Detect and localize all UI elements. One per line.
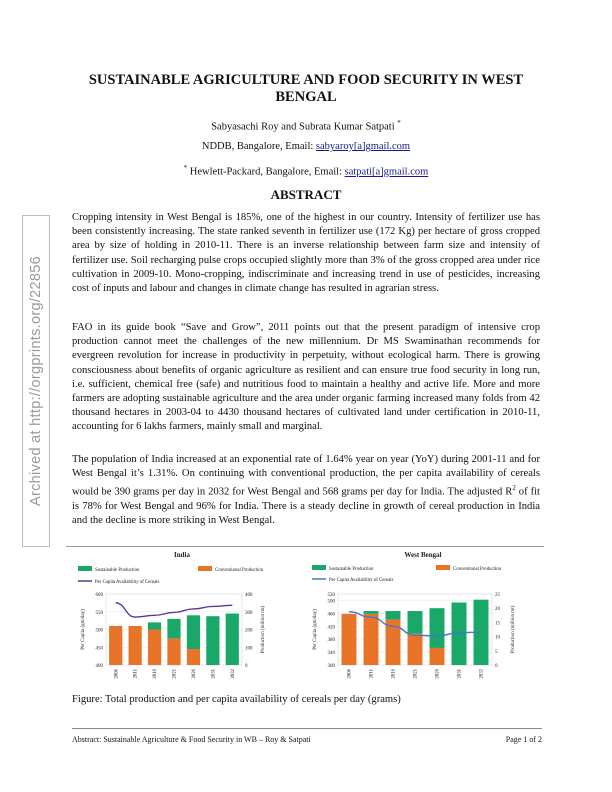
y-axis-label: Per Capita (gm/day) [81, 609, 86, 650]
affiliation-2-text: Hewlett-Packard, Bangalore, Email: [189, 166, 345, 178]
bar-sustainable [226, 614, 239, 665]
x-tick-label: 2021 [413, 669, 419, 679]
y2-tick-label: 400 [245, 593, 253, 598]
abstract-heading: ABSTRACT [270, 187, 342, 202]
y2-tick-label: 5 [495, 649, 498, 655]
page-number: Page 1 of 2 [505, 735, 542, 744]
authors-line [70, 119, 542, 133]
chart-title: West Bengal [404, 551, 442, 559]
y-tick-label: 600 [95, 593, 103, 598]
y2-tick-label: 20 [495, 607, 500, 613]
y2-axis-label: Production (million mt) [261, 605, 266, 654]
x-tick-label: 2011 [369, 669, 375, 679]
paragraph-3-part-b: of fit is 78% for West Bengal and 96% for India. There is a steady decline in growth of cereal production in India and the decline is more striking in West Bengal. [72, 486, 540, 527]
x-tick-label: 2031 [211, 669, 217, 679]
legend-label: Per Capita Availability of Cereals [95, 580, 160, 585]
abstract-paragraph-3 [72, 453, 540, 529]
r-squared-superscript: 2 [512, 484, 516, 493]
y-tick-label: 450 [95, 646, 103, 652]
y-tick-label: 420 [327, 625, 335, 631]
email-link-1[interactable]: sabyaroy[a]gmail.com [315, 141, 411, 152]
x-tick-label: 2026 [435, 669, 441, 679]
x-tick-label: 2032 [230, 669, 236, 679]
x-tick-label: 2006 [114, 669, 120, 679]
footer-divider [72, 728, 542, 729]
y2-tick-label: 0 [245, 664, 248, 669]
bar-sustainable [386, 611, 401, 620]
legend-label: Conventional Production [453, 567, 502, 572]
y-tick-label: 460 [327, 612, 335, 618]
y2-tick-label: 0 [495, 664, 498, 669]
y2-tick-label: 15 [495, 621, 500, 627]
y-tick-label: 400 [95, 664, 103, 669]
y-tick-label: 380 [327, 638, 335, 644]
author-mark: * [397, 119, 401, 127]
bar-sustainable [167, 619, 180, 639]
india-chart [70, 547, 294, 689]
affiliation-2-mark: * [183, 164, 188, 172]
y-axis-label: Per Capita (gm/day) [313, 609, 318, 650]
bar-conventional [187, 649, 200, 665]
email-link-2[interactable]: satpati[a]gmail.com [344, 166, 429, 178]
x-tick-label: 2006 [347, 669, 353, 679]
x-tick-label: 2032 [479, 669, 485, 679]
bar-conventional [167, 638, 180, 665]
bar-sustainable [206, 616, 219, 665]
legend-label: Per Capita Availability of Cereals [329, 578, 394, 583]
x-tick-label: 2016 [153, 669, 159, 679]
bar-sustainable [148, 622, 161, 629]
x-tick-label: 2021 [172, 669, 178, 679]
y2-tick-label: 25 [495, 593, 500, 598]
affiliation-1-text: NDDB, Bangalore, Email: [201, 141, 316, 152]
legend-swatch-conventional [436, 565, 450, 570]
legend-label: Sustainable Production [329, 567, 374, 572]
y-tick-label: 550 [95, 610, 103, 616]
bar-sustainable [408, 611, 423, 634]
bar-conventional [364, 614, 379, 665]
y2-tick-label: 100 [245, 646, 253, 652]
abstract-paragraph-2: FAO in its guide book “Save and Grow”, 2011 points out that the present paradigm of intensive crop production cannot meet the challenges of the new millennium. Dr MS Swaminathan recommends for evergreen revolution for increase in productivity in perpetuity, without ecological harm. There is growing consciousness about benefits of organic agriculture as resilient and can ensure true food security in long run, i.e. sufficient, chemical free (safe) and nutritious food to maintain a healthy and active life. More and more farmers are adopting sustainable agriculture and the area under organic farming increased many folds from 42 thousand hectares in 2003-04 to 4430 thousand hectares of cultivated land under certification in 2010-11, accounting for 6 lakhs farmers, mainly small and marginal. [72, 322, 540, 433]
y-tick-label: 520 [327, 593, 335, 598]
bar-conventional [408, 634, 423, 665]
x-tick-label: 2016 [391, 669, 397, 679]
abstract-paragraph-1: Cropping intensity in West Bengal is 185%, one of the highest in our country. Intensity of fertilizer use has been consistently increasing. The state ranked seventh in fertilizer use (172 Kg) per hectare of gross cropped area by size of holding in 2010-11. There is an inverse relationship between farm size and intensity of fertilizer use. Soil recharging pulse crops occupied slightly more than 3% of the gross cropped area under rice cultivation in 2009-10. Mono-cropping, indiscriminate and increasing trend in use of pesticides, increasing cost of inputs and labour and changes in climate change has resulted in agrarian stress. [72, 212, 540, 295]
authors: Sabyasachi Roy and Subrata Kumar Satpati [211, 121, 395, 133]
chart-title: India [174, 551, 190, 559]
legend-swatch-sustainable [78, 566, 92, 571]
x-tick-label: 2026 [192, 669, 198, 679]
x-tick-label: 2011 [133, 669, 139, 679]
y2-axis-label: Production (million mt) [511, 605, 516, 654]
bar-sustainable [430, 608, 445, 648]
y-tick-label: 500 [327, 599, 335, 605]
y2-tick-label: 10 [495, 635, 500, 641]
legend-label: Conventional Production [215, 568, 264, 573]
figure [66, 546, 544, 691]
paragraph-3-part-a: The population of India increased at an exponential rate of 1.64% year on year (YoY) during 2001-11 and for West Bengal it’s 1.31%. On continuing with conventional production, the per capita availability of cereals would be 390 grams per day in 2032 for West Bengal and 568 grams per day for India. The adjusted R [72, 454, 540, 498]
y-tick-label: 300 [327, 664, 335, 669]
bar-conventional [129, 626, 142, 665]
per-capita-line [116, 603, 233, 617]
footer-left: Abstract: Sustainable Agriculture & Food Security in WB – Roy & Satpati [72, 735, 311, 744]
legend-swatch-sustainable [312, 565, 326, 570]
legend-swatch-conventional [198, 566, 212, 571]
west-bengal-chart [306, 547, 540, 689]
y2-tick-label: 200 [245, 628, 253, 634]
affiliation-2 [70, 164, 542, 178]
x-tick-label: 2031 [457, 669, 463, 679]
bar-conventional [430, 648, 445, 665]
bar-sustainable [364, 611, 379, 614]
bar-conventional [109, 626, 122, 665]
y2-tick-label: 300 [245, 610, 253, 616]
paper-title: SUSTAINABLE AGRICULTURE AND FOOD SECURITY IN WEST BENGAL [88, 72, 524, 105]
archive-stamp[interactable]: Archived at http://orgprints.org/22856 [28, 256, 44, 506]
bar-conventional [342, 614, 357, 665]
affiliation-1 [70, 141, 542, 152]
figure-caption: Figure: Total production and per capita availability of cereals per day (grams) [72, 694, 401, 705]
y-tick-label: 340 [327, 651, 335, 657]
bar-conventional [148, 630, 161, 666]
archive-stamp-box [22, 215, 50, 547]
y-tick-label: 500 [95, 628, 103, 634]
bar-sustainable [187, 615, 200, 649]
legend-label: Sustainable Production [95, 568, 140, 573]
